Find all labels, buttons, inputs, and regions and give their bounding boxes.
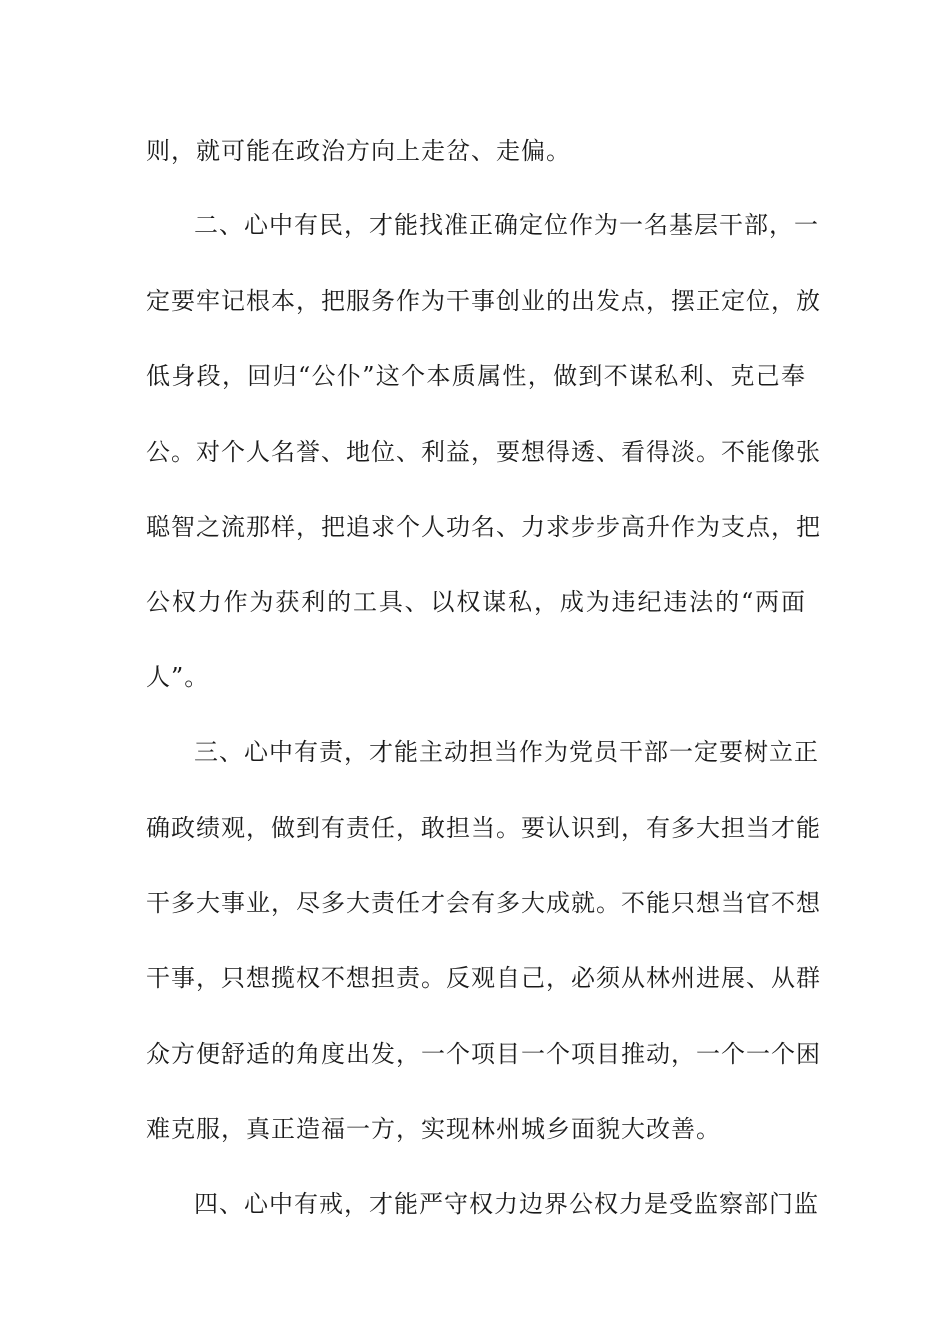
text-line: 聪智之流那样，把追求个人功名、力求步步高升作为支点，把 xyxy=(146,513,821,541)
text-line: 人”。 xyxy=(146,663,210,691)
text-line: 定要牢记根本，把服务作为干事创业的出发点，摆正定位，放 xyxy=(146,287,821,315)
text-line: 干事，只想揽权不想担责。反观自己，必须从林州进展、从群 xyxy=(146,964,821,992)
paragraph-3-line: 三、心中有责，才能主动担当作为党员干部一定要树立正 xyxy=(194,738,819,766)
text-line: 则，就可能在政治方向上走岔、走偏。 xyxy=(146,137,571,165)
paragraph-2-line: 二、心中有民，才能找准正确定位作为一名基层干部，一 xyxy=(194,211,819,239)
text-line: 确政绩观，做到有责任，敢担当。要认识到，有多大担当才能 xyxy=(146,814,821,842)
text-line: 难克服，真正造福一方，实现林州城乡面貌大改善。 xyxy=(146,1115,721,1143)
text-line: 众方便舒适的角度出发，一个项目一个项目推动，一个一个困 xyxy=(146,1040,821,1068)
text-line: 低身段，回归“公仆”这个本质属性，做到不谋私利、克己奉 xyxy=(146,362,806,390)
text-line: 干多大事业，尽多大责任才会有多大成就。不能只想当官不想 xyxy=(146,889,821,917)
text-line: 公。对个人名誉、地位、利益，要想得透、看得淡。不能像张 xyxy=(146,438,821,466)
paragraph-4-line: 四、心中有戒，才能严守权力边界公权力是受监察部门监 xyxy=(194,1190,819,1218)
text-line: 公权力作为获利的工具、以权谋私，成为违纪违法的“两面 xyxy=(146,588,806,616)
